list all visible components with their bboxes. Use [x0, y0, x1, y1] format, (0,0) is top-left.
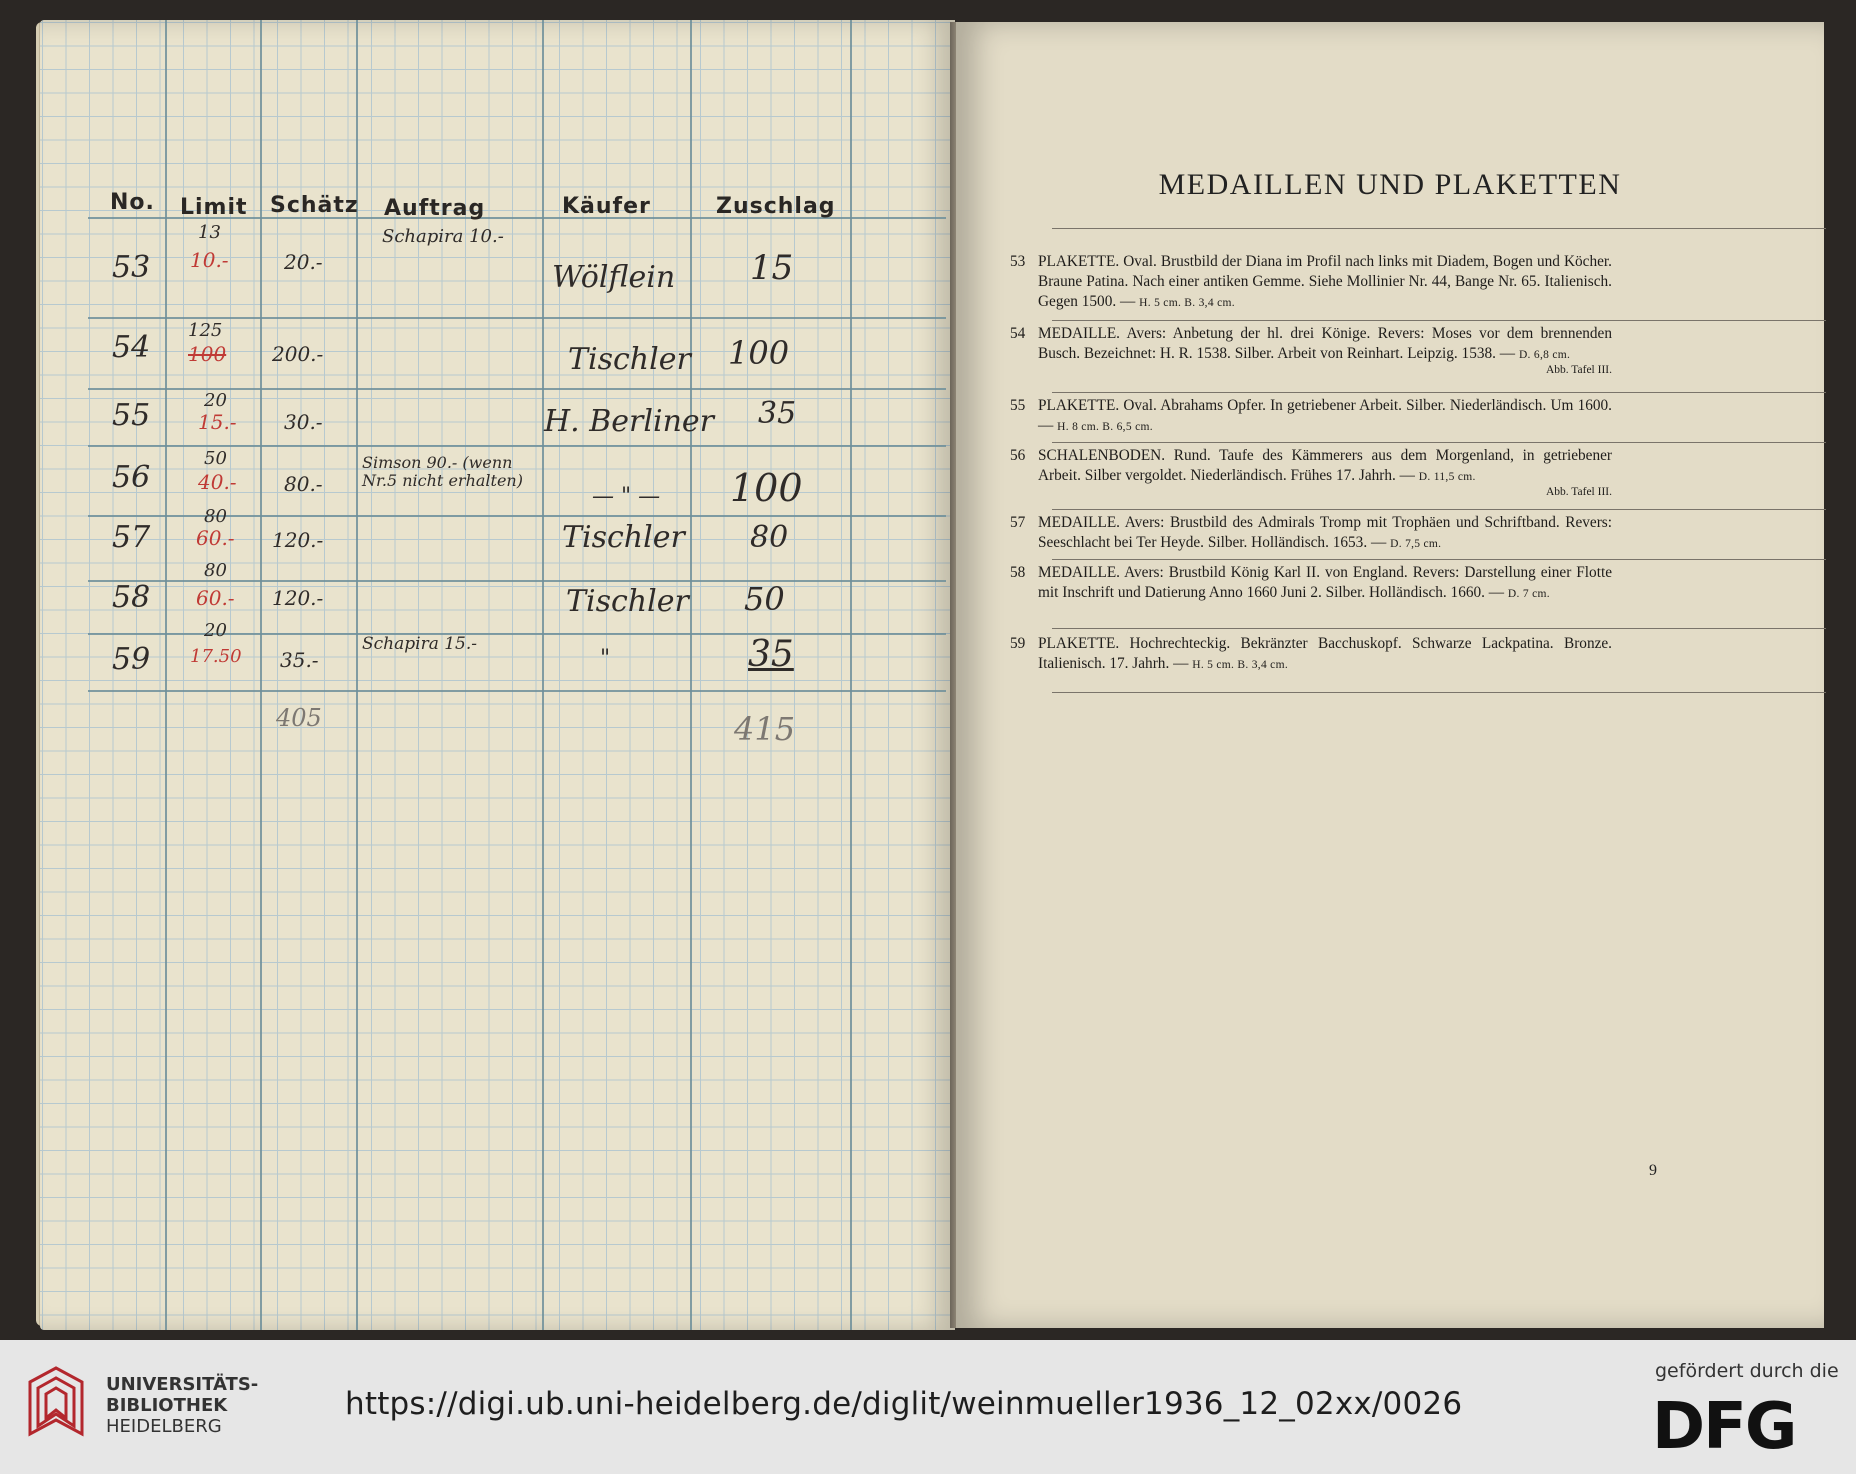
entry-text: SCHALENBODEN. Rund. Taufe des Kämmerers aus dem Morgenland, in getriebener Arbeit. Silber vergoldet. Niederländisch. Frühes 17. Jahrh. —	[1038, 447, 1612, 484]
entry-measure: D. 7,5 cm.	[1390, 538, 1442, 550]
ledger-limit: 60.-	[196, 526, 235, 550]
entry-number: 56	[1010, 447, 1026, 464]
header-no: No.	[110, 190, 155, 215]
row-divider	[88, 690, 946, 692]
schatz-total: 405	[276, 704, 322, 732]
ledger-no: 57	[112, 520, 151, 555]
ledger-zuschlag: 100	[730, 466, 803, 510]
ledger-schatz: 200.-	[272, 342, 324, 366]
ledger-zuschlag: 80	[750, 520, 789, 555]
ledger-schatz: 30.-	[284, 410, 323, 434]
catalog-entry	[1010, 513, 1612, 554]
rule-line	[1052, 320, 1826, 321]
ledger-kaeufer: Tischler	[566, 584, 689, 619]
catalog-entry	[1010, 396, 1612, 437]
ledger-no: 55	[112, 398, 151, 433]
ledger-zuschlag: 35	[748, 634, 794, 675]
entry-text: MEDAILLE. Avers: Brustbild König Karl II. von England. Revers: Darstellung einer Flotte mit Inschrift und Datierung Anno 1660 Juni 2. Silber. Holländisch. 1660. —	[1038, 564, 1612, 601]
entry-measure: H. 5 cm. B. 3,4 cm.	[1139, 297, 1235, 309]
entry-plate-ref: Abb. Tafel III.	[1545, 364, 1612, 376]
ledger-schatz: 35.-	[280, 648, 319, 672]
rule-line	[1052, 442, 1826, 443]
ledger-schatz: 120.-	[272, 528, 324, 552]
rule-line	[1052, 509, 1826, 510]
rule-line	[1052, 692, 1826, 693]
ledger-kaeufer: Wölflein	[552, 260, 676, 295]
ledger-schatz: 120.-	[272, 586, 324, 610]
ledger-limit-top: 80	[204, 506, 227, 527]
ledger-no: 59	[112, 642, 151, 677]
ledger-limit: 17.50	[190, 646, 242, 667]
permalink-url[interactable]: https://digi.ub.uni-heidelberg.de/diglit/weinmueller1936_12_02xx/0026	[345, 1386, 1463, 1422]
ledger-limit-top: 20	[204, 390, 227, 411]
entry-measure: D. 6,8 cm.	[1518, 349, 1571, 361]
ledger-auftrag: Schapira 15.-	[362, 634, 478, 654]
entry-number: 55	[1010, 397, 1026, 414]
funding-note: gefördert durch die	[1655, 1360, 1839, 1382]
rule-line	[1052, 392, 1826, 393]
header-kaeufer: Käufer	[562, 194, 651, 219]
rule-line	[1052, 559, 1826, 560]
catalog-entry	[1010, 324, 1612, 377]
entry-text: PLAKETTE. Oval. Abrahams Opfer. In getriebener Arbeit. Silber. Niederländisch. Um 1600. —	[1038, 397, 1612, 434]
catalog-entry	[1010, 563, 1612, 604]
institution-name	[106, 1374, 258, 1437]
entry-text: MEDAILLE. Avers: Anbetung der hl. drei Könige. Revers: Moses vor dem brennenden Busch. Bezeichnet: H. R. 1538. Silber. Arbeit von Reinhart. Leipzig. 1538. —	[1038, 325, 1612, 362]
catalog-entry	[1010, 446, 1612, 499]
ledger-auftrag: Simson 90.- (wenn Nr.5 nicht erhalten)	[362, 453, 523, 490]
ledger-kaeufer: H. Berliner	[544, 404, 714, 439]
ledger-no: 58	[112, 580, 151, 615]
ledger-no: 53	[112, 250, 151, 285]
row-divider	[88, 445, 946, 447]
catalog-entry	[1010, 252, 1612, 313]
entry-measure: D. 11,5 cm.	[1418, 471, 1476, 483]
header-auftrag: Auftrag	[384, 196, 486, 221]
ledger-kaeufer: Tischler	[562, 520, 685, 555]
header-limit: Limit	[180, 195, 248, 220]
ledger-schatz: 20.-	[284, 250, 323, 274]
university-library-logo-icon[interactable]	[20, 1364, 92, 1444]
institution-line: HEIDELBERG	[106, 1416, 222, 1437]
zuschlag-total: 415	[734, 710, 796, 748]
ledger-limit: 40.-	[198, 470, 237, 494]
institution-line: BIBLIOTHEK	[106, 1395, 228, 1416]
ledger-limit: 60.-	[196, 586, 235, 610]
entry-measure: H. 5 cm. B. 3,4 cm.	[1192, 659, 1288, 671]
entry-number: 58	[1010, 564, 1026, 581]
row-divider	[88, 317, 946, 319]
ledger-zuschlag: 35	[758, 396, 797, 431]
institution-line: UNIVERSITÄTS-	[106, 1374, 259, 1395]
ledger-schatz: 80.-	[284, 472, 323, 496]
catalog-entry	[1010, 634, 1612, 675]
rule-line	[1052, 228, 1826, 229]
entry-number: 54	[1010, 325, 1026, 342]
header-zuschlag: Zuschlag	[716, 194, 836, 219]
ledger-limit-top: 50	[204, 448, 227, 469]
entry-text: MEDAILLE. Avers: Brustbild des Admirals Tromp mit Trophäen und Schriftband. Revers: Seeschlacht bei Ter Heyde. Silber. Holländisch. 1653. —	[1038, 514, 1612, 551]
entry-text: PLAKETTE. Hochrechteckig. Bekränzter Bacchuskopf. Schwarze Lackpatina. Bronze. Italienisch. 17. Jahrh. —	[1038, 635, 1612, 672]
ledger-zuschlag: 15	[750, 248, 794, 288]
ledger-page	[40, 20, 955, 1330]
rule-line	[1052, 628, 1826, 629]
ledger-limit: 10.-	[190, 248, 229, 272]
ledger-limit: 15.-	[198, 410, 237, 434]
ledger-no: 54	[112, 330, 151, 365]
entry-measure: H. 8 cm. B. 6,5 cm.	[1057, 421, 1153, 433]
ledger-kaeufer: "	[600, 646, 611, 671]
ledger-auftrag: Schapira 10.-	[382, 226, 504, 247]
ledger-limit: 100	[188, 342, 227, 366]
entry-number: 57	[1010, 514, 1026, 531]
ledger-no: 56	[112, 460, 151, 495]
ledger-limit-top: 20	[204, 620, 227, 641]
entry-plate-ref: Abb. Tafel III.	[1545, 486, 1612, 498]
viewer-footer	[0, 1340, 1856, 1474]
entry-measure: D. 7 cm.	[1507, 588, 1550, 600]
dfg-logo[interactable]: DFG	[1652, 1390, 1796, 1464]
ledger-zuschlag: 100	[728, 334, 790, 372]
ledger-limit-top: 80	[204, 560, 227, 581]
ledger-zuschlag: 50	[744, 580, 785, 618]
ledger-limit-top: 125	[188, 320, 223, 341]
ledger-kaeufer: — " —	[592, 484, 661, 509]
ledger-kaeufer: Tischler	[568, 342, 691, 377]
catalog-page	[956, 22, 1824, 1328]
header-schatz: Schätz	[270, 193, 359, 218]
entry-number: 53	[1010, 253, 1026, 270]
page-number: 9	[1649, 1162, 1657, 1179]
page-title: MEDAILLEN UND PLAKETTEN	[1158, 168, 1622, 201]
entry-text: PLAKETTE. Oval. Brustbild der Diana im Profil nach links mit Diadem, Bogen und Köcher. Braune Patina. Nach einer antiken Gemme. Siehe Mollinier Nr. 44, Bange Nr. 65. Italienisch. Gegen 1500. —	[1038, 253, 1612, 310]
ledger-limit-top: 13	[198, 222, 221, 243]
entry-number: 59	[1010, 635, 1026, 652]
